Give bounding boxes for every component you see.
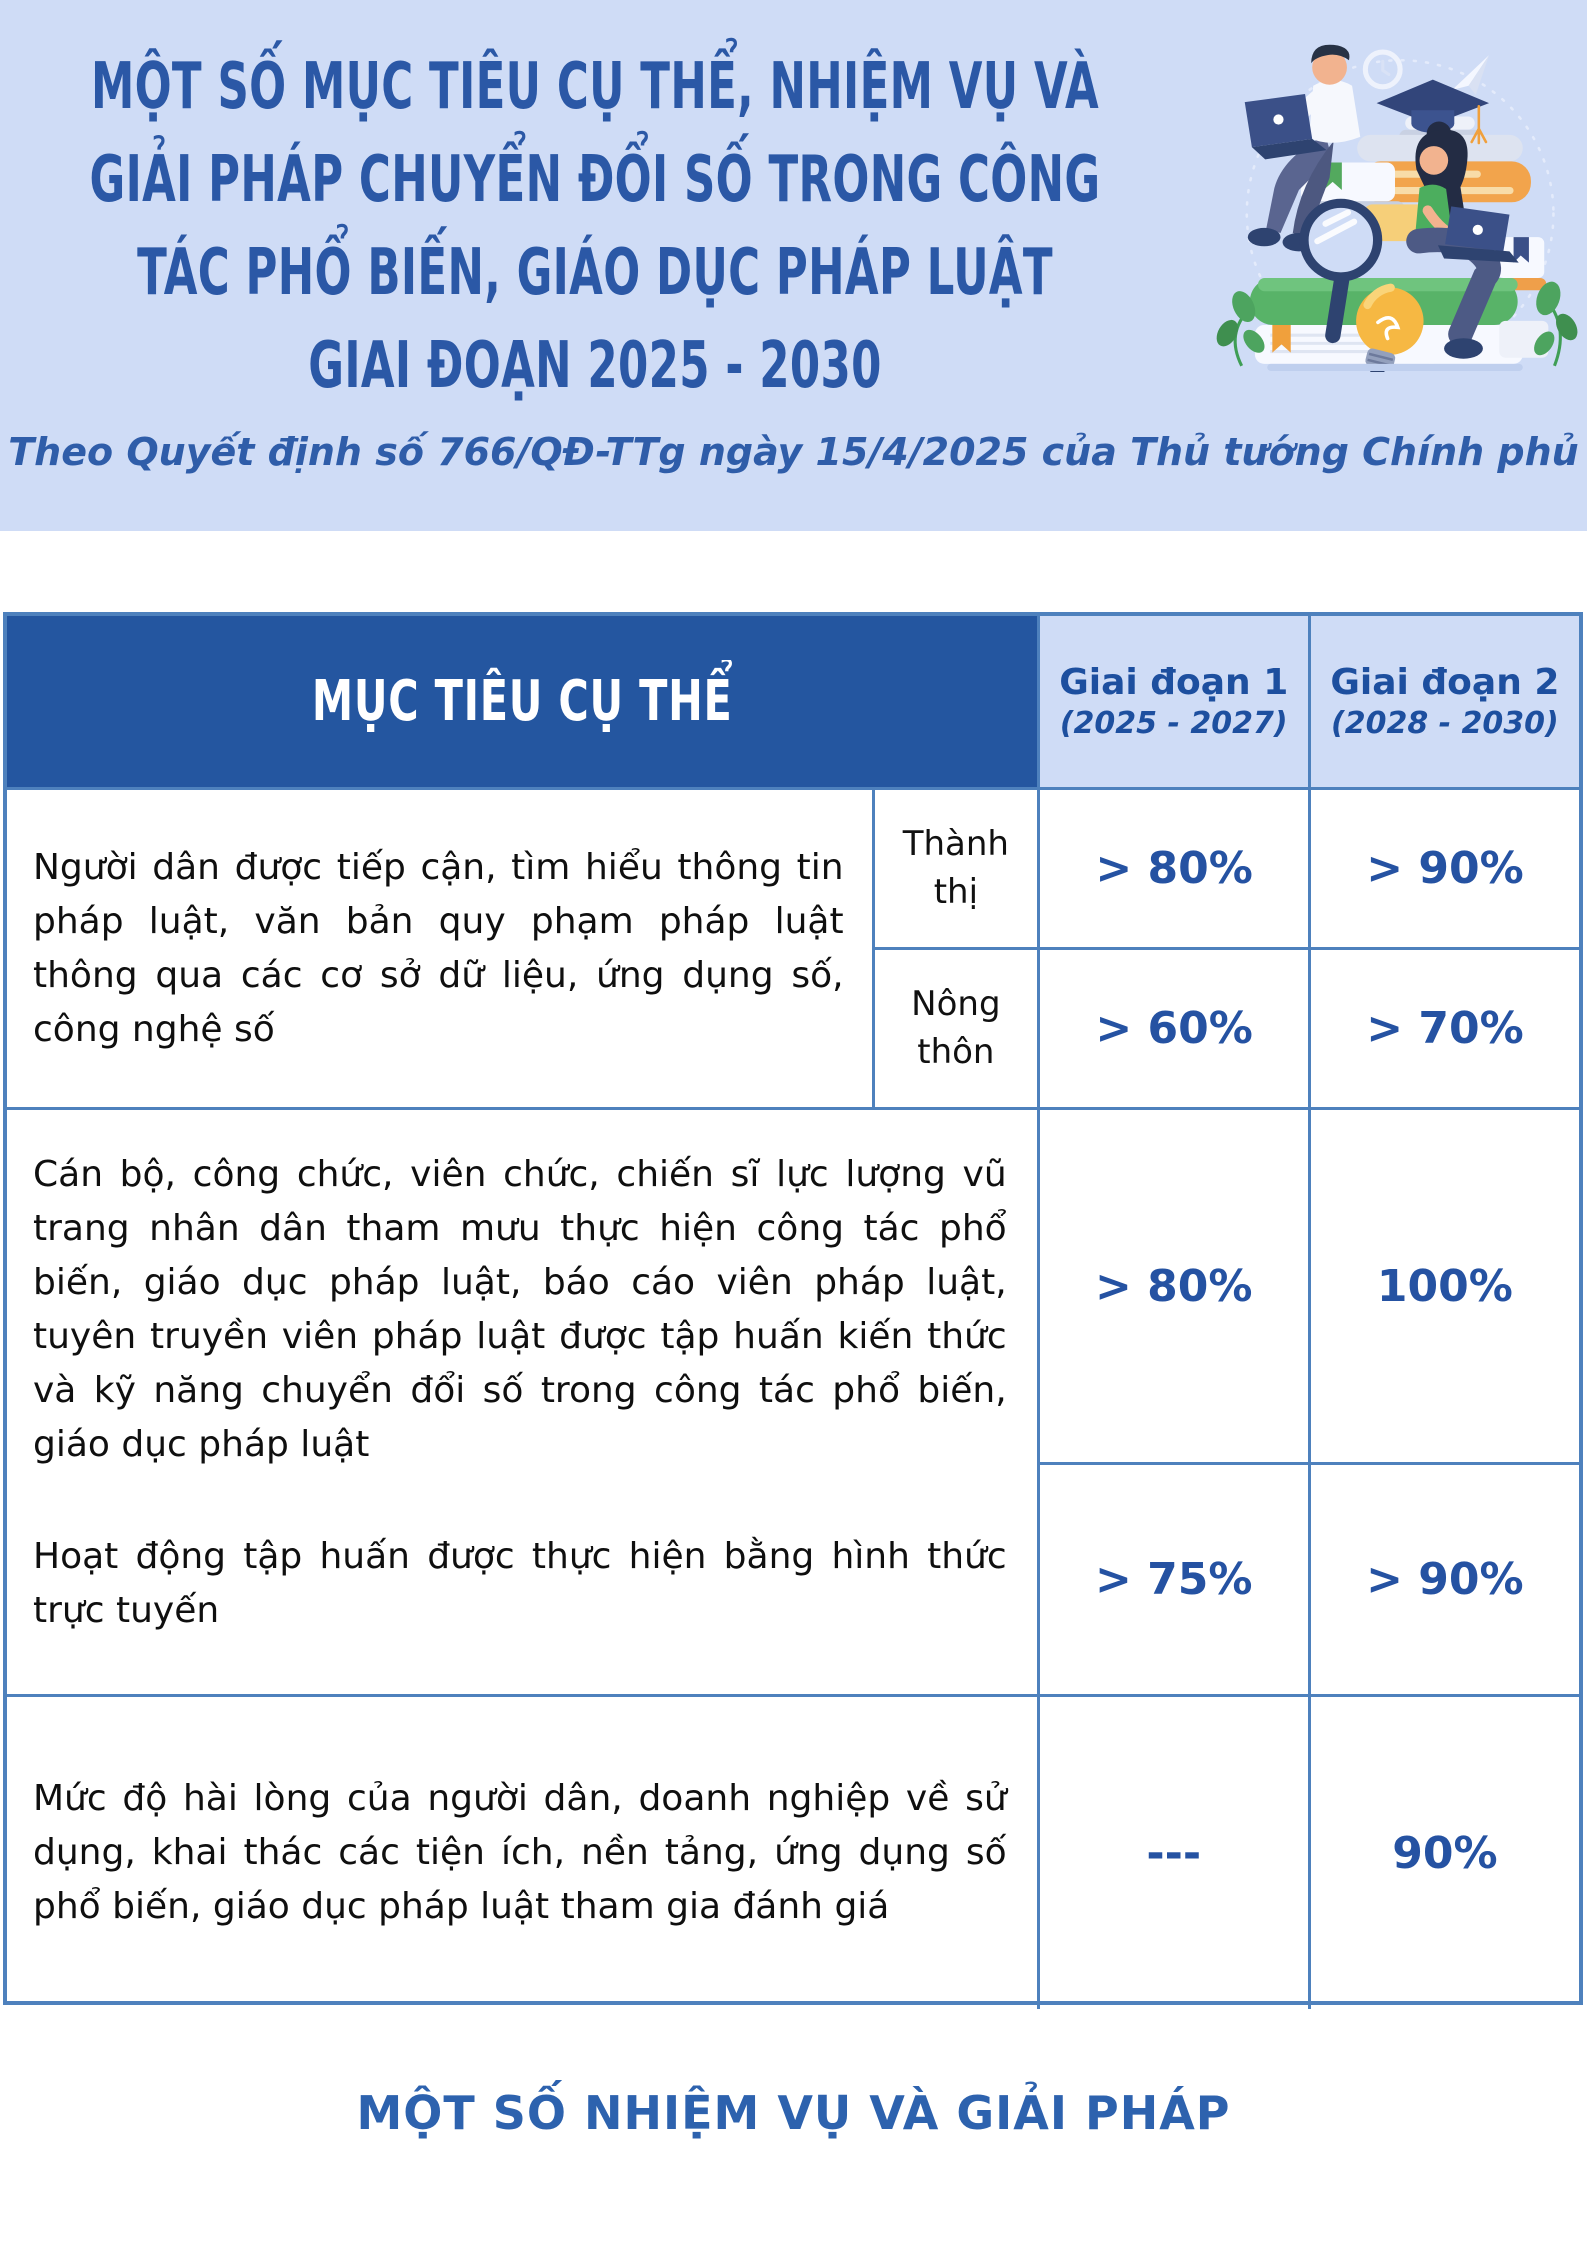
table-row-training (7, 1107, 1579, 1694)
rural-phase1-value: > 60% (1037, 950, 1308, 1107)
online-training-subrow (1037, 1462, 1579, 1694)
phase1-title: Giai đoạn 1 (1059, 661, 1289, 703)
title-line-2: GIẢI PHÁP CHUYỂN ĐỔI SỐ TRONG CÔNG (89, 142, 1101, 217)
satisfaction-phase2-value: 90% (1308, 1697, 1579, 2009)
title-line-1: MỘT SỐ MỤC TIÊU CỤ THỂ, NHIỆM VỤ VÀ (90, 49, 1100, 124)
satisfaction-phase1-value: --- (1037, 1697, 1308, 2009)
satisfaction-text: Mức độ hài lòng của người dân, doanh nghiệp về sử dụng, khai thác các tiện ích, nền tảng, ứng dụng số phổ biến, giáo dục pháp luật tham gia đánh giá (33, 1778, 1007, 1927)
public-access-values (872, 790, 1579, 1107)
paper-plane-icon (1452, 55, 1489, 95)
page-title (30, 40, 1160, 412)
satisfaction-text-cell (7, 1697, 1037, 2009)
training-phase2-value: 100% (1308, 1110, 1579, 1462)
training-phase1-value: > 80% (1037, 1110, 1308, 1462)
clock-icon (1365, 52, 1400, 87)
public-access-text-cell (7, 790, 872, 1107)
urban-phase2-value: > 90% (1308, 790, 1579, 947)
training-subrow (1037, 1110, 1579, 1462)
urban-label-cell: Thành thị (872, 790, 1038, 947)
phase2-years: (2028 - 2030) (1331, 705, 1559, 741)
objectives-table (3, 612, 1583, 2005)
footer-section-title: MỘT SỐ NHIỆM VỤ VÀ GIẢI PHÁP (356, 2086, 1231, 2140)
online-training-text: Hoạt động tập huấn được thực hiện bằng hình thức trực tuyến (33, 1536, 1007, 1631)
table-row-public-access (7, 787, 1579, 1107)
training-text: Cán bộ, công chức, viên chức, chiến sĩ lực lượng vũ trang nhân dân tham mưu thực hiện công tác phổ biến, giáo dục pháp luật, báo cáo viên pháp luật, tuyên truyền viên pháp luật được tập huấn kiến thức và kỹ năng chuyển đổi số trong công tác phổ biến, giáo dục pháp luật (33, 1154, 1007, 1465)
subtitle: Theo Quyết định số 766/QĐ-TTg ngày 15/4/2025 của Thủ tướng Chính phủ (8, 430, 1579, 474)
training-text-cell (7, 1110, 1037, 1694)
urban-phase1-value: > 80% (1037, 790, 1308, 947)
online-phase1-value: > 75% (1037, 1465, 1308, 1694)
rural-label-cell: Nông thôn (872, 950, 1038, 1107)
phase2-header-cell (1308, 616, 1579, 787)
title-line-4: GIAI ĐOẠN 2025 - 2030 (308, 328, 882, 403)
online-phase2-value: > 90% (1308, 1465, 1579, 1694)
rural-phase2-value: > 70% (1308, 950, 1579, 1107)
ground-shadow (1267, 364, 1523, 371)
table-row-satisfaction (7, 1694, 1579, 2009)
header-band (0, 0, 1587, 531)
phase1-years: (2025 - 2027) (1059, 705, 1288, 741)
phase2-title: Giai đoạn 2 (1330, 661, 1560, 703)
table-header-row (7, 616, 1579, 787)
urban-subrow (872, 790, 1579, 947)
public-access-text: Người dân được tiếp cận, tìm hiểu thông tin pháp luật, văn bản quy phạm pháp luật thông qua các cơ sở dữ liệu, ứng dụng số, công nghệ số (33, 846, 844, 1050)
rural-subrow (872, 947, 1579, 1107)
objectives-header-cell (7, 616, 1037, 787)
phase1-header-cell (1037, 616, 1308, 787)
objectives-header-label: MỤC TIÊU CỤ THỂ (311, 669, 733, 734)
title-line-3: TÁC PHỔ BIẾN, GIÁO DỤC PHÁP LUẬT (137, 235, 1053, 310)
training-values (1037, 1110, 1579, 1694)
header-illustration (1209, 4, 1581, 372)
